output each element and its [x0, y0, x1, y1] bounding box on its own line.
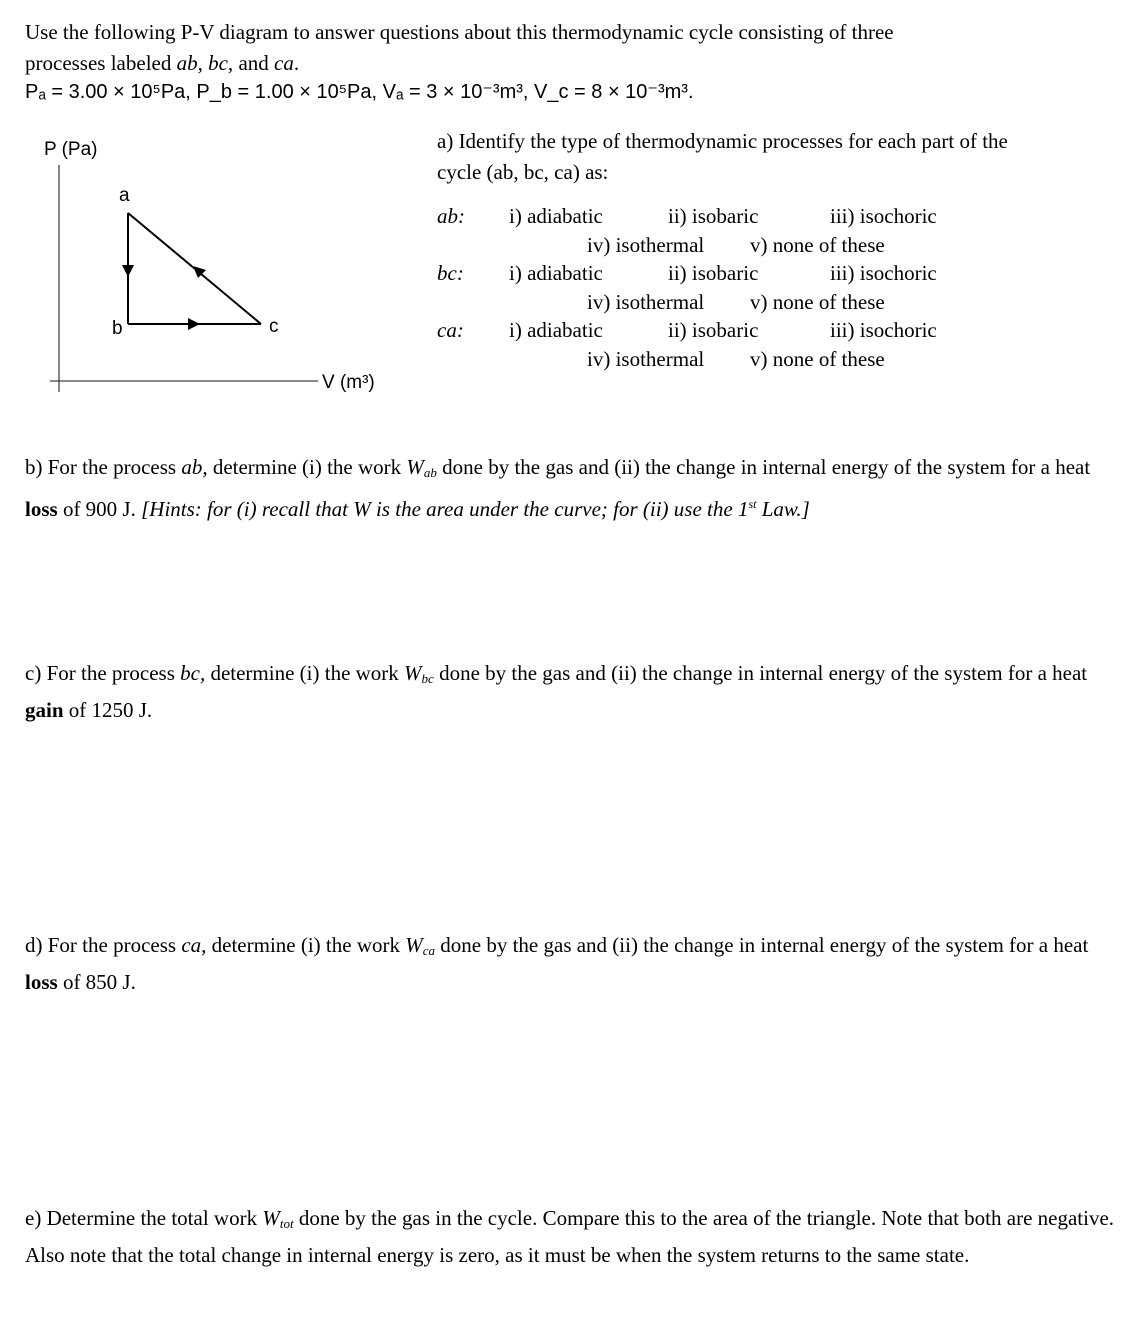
option-isothermal[interactable]: iv) isothermal [587, 290, 705, 314]
text: a) Identify the type of thermodynamic processes for each part of the [437, 129, 1008, 153]
text: and [233, 50, 275, 75]
text: d) For the process [25, 933, 182, 957]
point-c-label: c [269, 316, 279, 337]
row-label: ca: [437, 318, 464, 342]
given-values: Pₐ = 3.00 × 10⁵Pa, P_b = 1.00 × 10⁵Pa, Vₐ = 3 × 10⁻³m³, V_c = 8 × 10⁻³m³. [25, 81, 694, 103]
option-adiabatic[interactable]: i) adiabatic [509, 261, 603, 285]
point-b-label: b [112, 318, 123, 339]
work-symbol: W [405, 933, 423, 957]
part-c-question [25, 658, 1115, 725]
intro-text [25, 17, 1115, 78]
text: done by the gas and (ii) the change in internal energy of the system for a heat [433, 661, 1088, 685]
text: c) For the process [25, 661, 181, 685]
row-label: bc: [437, 261, 464, 285]
point-a-label: a [119, 185, 130, 206]
emphasis: loss [25, 969, 58, 994]
work-subscript: ab [423, 465, 437, 480]
arrow-down-icon [122, 265, 134, 277]
text: done by the gas and (ii) the change in internal energy of the system for a heat [436, 455, 1091, 479]
option-isochoric[interactable]: iii) isochoric [830, 261, 937, 285]
option-none[interactable]: v) none of these [750, 233, 885, 257]
text: . [293, 50, 300, 75]
work-subscript: ca [422, 943, 436, 958]
text: e) Determine the total work [25, 1206, 263, 1230]
arrow-right-icon [188, 318, 200, 330]
text: determine (i) the work [206, 933, 406, 957]
process-labels: ab, bc, [176, 50, 234, 75]
work-subscript: bc [421, 671, 434, 686]
emphasis: loss [25, 496, 58, 521]
option-none[interactable]: v) none of these [750, 347, 885, 371]
v-axis-label: V (m³) [322, 372, 375, 393]
row-label: ab: [437, 204, 465, 228]
pv-diagram [0, 130, 420, 400]
option-isochoric[interactable]: iii) isochoric [830, 318, 937, 342]
part-e-question [25, 1203, 1115, 1270]
text: determine (i) the work [207, 455, 407, 479]
process-label-ca: ca [274, 50, 294, 75]
option-adiabatic[interactable]: i) adiabatic [509, 204, 603, 228]
intro-line-1: Use the following P-V diagram to answer questions about this thermodynamic cycle consisting of three [25, 20, 894, 44]
option-isochoric[interactable]: iii) isochoric [830, 204, 937, 228]
process-name: ab, [181, 455, 208, 479]
p-axis-label: P (Pa) [44, 139, 98, 160]
superscript: st [748, 496, 757, 511]
work-symbol: W [262, 1206, 280, 1230]
option-isothermal[interactable]: iv) isothermal [587, 347, 705, 371]
option-isobaric[interactable]: ii) isobaric [668, 261, 759, 285]
option-isothermal[interactable]: iv) isothermal [587, 233, 705, 257]
option-none[interactable]: v) none of these [750, 290, 885, 314]
part-a-prompt [437, 126, 1008, 187]
part-d-question [25, 930, 1115, 997]
text: determine (i) the work [205, 661, 405, 685]
option-isobaric[interactable]: ii) isobaric [668, 204, 759, 228]
option-adiabatic[interactable]: i) adiabatic [509, 318, 603, 342]
process-name: ca, [181, 933, 207, 957]
text: done by the gas and (ii) the change in internal energy of the system for a heat [435, 933, 1089, 957]
intro-line-2: processes labeled [25, 50, 177, 75]
part-b-question [25, 452, 1115, 524]
hint-end: Law.] [756, 496, 810, 521]
option-isobaric[interactable]: ii) isobaric [668, 318, 759, 342]
text: b) For the process [25, 455, 182, 479]
text: of 1250 J. [63, 697, 153, 722]
work-symbol: W [406, 455, 424, 479]
text: done by the gas in the cycle. Compare this to the area of the triangle. Note that both are negative. Also note that the total change in internal energy is zero, as it must be when the system returns to the same state. [25, 1206, 1115, 1267]
hint: [Hints: for (i) recall that W is the area under the curve; for (ii) use the 1 [141, 496, 749, 521]
text: cycle (ab, bc, ca) as: [437, 159, 609, 184]
emphasis: gain [25, 697, 64, 722]
text: of 850 J. [57, 969, 136, 994]
text: of 900 J. [57, 496, 142, 521]
process-name: bc, [180, 661, 206, 685]
work-symbol: W [404, 661, 422, 685]
work-subscript: tot [279, 1216, 294, 1231]
